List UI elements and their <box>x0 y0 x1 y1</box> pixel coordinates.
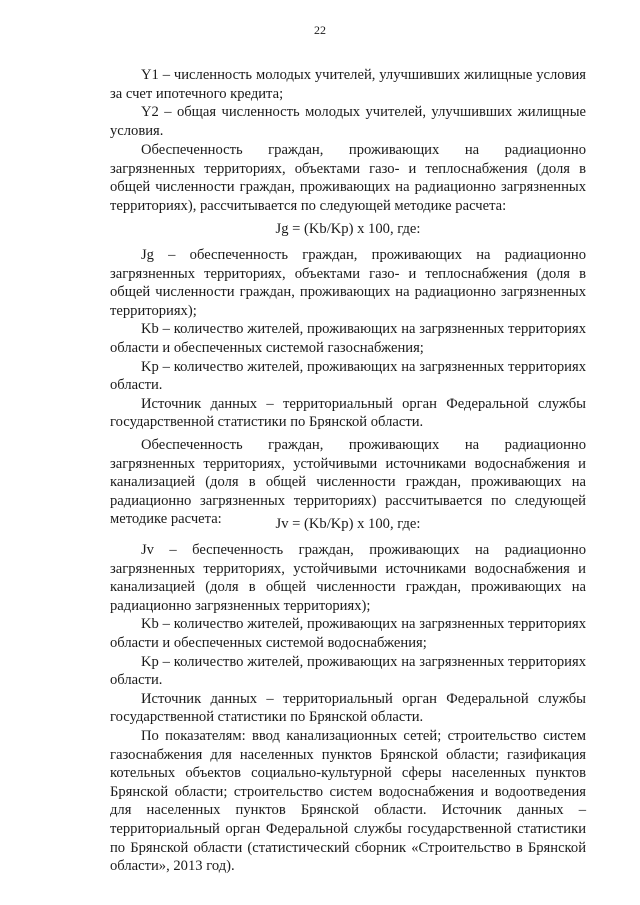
paragraph: Jg – обеспеченность граждан, проживающих на радиационно загрязненных территориях, объектами газо- и теплоснабжения (доля в общей численности граждан, проживающих на радиационно загрязненных территориях); <box>110 247 586 319</box>
paragraph: Обеспеченность граждан, проживающих на радиационно загрязненных территориях, объектами газо- и теплоснабжения (доля в общей численности граждан, проживающих на радиационно загрязненных территориях), рассчитывается по следующей методике расчета: <box>110 142 586 214</box>
paragraph: Kp – количество жителей, проживающих на загрязненных территориях области. <box>110 358 586 394</box>
paragraph: Y2 – общая численность молодых учителей, улучшивших жилищные условия. <box>110 104 586 139</box>
paragraph: Источник данных – территориальный орган Федеральной службы государственной статистики по Брянской области. <box>110 690 586 726</box>
paragraph: Kb – количество жителей, проживающих на загрязненных территориях области и обеспеченных системой водоснабжения; <box>110 616 586 651</box>
gas-supply-intro-paragraph <box>110 141 586 215</box>
paragraph: Источник данных – территориальный орган Федеральной службы государственной статистики по Брянской области. <box>110 395 586 431</box>
page-number: 22 <box>314 23 326 37</box>
water-supply-definitions-block <box>110 541 586 876</box>
formula-jg: Jg = (Kb/Kp) х 100, где: <box>275 221 421 237</box>
paragraph: Обеспеченность граждан, проживающих на радиационно загрязненных территориях, устойчивыми источниками водоснабжения и канализацией (доля в общей численности граждан, проживающих на радиационно загрязненных территориях) рассчитывается по следующей методике расчета: <box>110 437 586 528</box>
paragraph: Jv – беспеченность граждан, проживающих на радиационно загрязненных территориях, устойчивыми источниками водоснабжения и канализацией (доля в общей численности граждан, проживающих на радиационно загрязненных территориях); <box>110 542 586 614</box>
formula-jv: Jv = (Kb/Kp) х 100, где: <box>275 516 421 532</box>
variables-y-block <box>110 66 586 140</box>
paragraph: По показателям: ввод канализационных сетей; строительство систем газоснабжения для населенных пунктов Брянской области; газификация котельных объектов социально-культурной сферы населенных пунктов Брянской области; строительство систем водоснабжения и водоотведения для населенных пунктов Брянской области. Источник данных – территориальный орган Федеральной службы государственной статистики по Брянской области (статистический сборник «Строительство в Брянской области», 2013 год). <box>110 727 586 875</box>
gas-supply-definitions-block <box>110 246 586 432</box>
paragraph: Y1 – численность молодых учителей, улучшивших жилищные условия за счет ипотечного кредита; <box>110 67 586 102</box>
paragraph: Kb – количество жителей, проживающих на загрязненных территориях области и обеспеченных системой газоснабжения; <box>110 321 586 356</box>
paragraph: Kp – количество жителей, проживающих на загрязненных территориях области. <box>110 653 586 689</box>
